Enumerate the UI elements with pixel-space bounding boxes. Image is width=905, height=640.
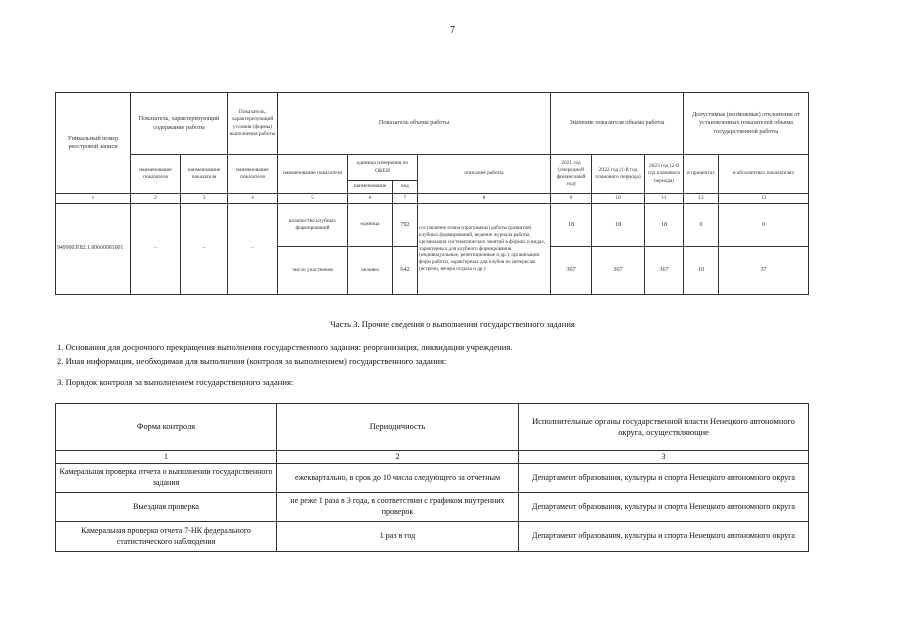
- control-executive: Департамент образования, культуры и спорта Ненецкого автономного округа: [519, 522, 809, 552]
- col-number: 13: [719, 194, 809, 204]
- dash-cell: –: [228, 204, 278, 295]
- work-description: составление плана (программы) работы (развития) клубных формирований, ведение журнала работы, организация систематических занятий в формах и видах, характерных для клубного формирования (индивидуальные, репетиционные и др.); организация форм работы, характерных для клубов по интересам (встречи, вечера отдыха и др.): [418, 204, 551, 295]
- header-values: Значение показателя объема работы: [551, 93, 684, 155]
- header-percent: в процентах: [684, 155, 719, 194]
- unit-code: 792: [393, 204, 418, 247]
- header-name-2: наименование показателя: [181, 155, 228, 194]
- deviation-absolute: 0: [719, 204, 809, 247]
- col-number: 2: [277, 451, 519, 464]
- header-unit-name: наименование: [348, 181, 393, 194]
- page-number: 7: [450, 25, 455, 36]
- header-volume: Показатель объема работы: [278, 93, 551, 155]
- col-number: 10: [592, 194, 645, 204]
- header-volume-name: наименование показателя: [278, 155, 348, 194]
- col-number: 1: [56, 194, 131, 204]
- control-executive: Департамент образования, культуры и спорта Ненецкого автономного округа: [519, 464, 809, 493]
- item-2: 2. Иная информация, необходимая для выполнения (контроля за выполнением) государственного задания:: [57, 356, 447, 366]
- col-number: 2: [131, 194, 181, 204]
- header-unit-code: код: [393, 181, 418, 194]
- header-deviations: Допустимые (возможные) отклонения от установленных показателей объема государственной работы: [684, 93, 809, 155]
- col-number: 5: [278, 194, 348, 204]
- item-1: 1. Основания для досрочного прекращения выполнения государственного задания: реорганизация, ликвидация учреждения.: [57, 342, 513, 352]
- col-number: 3: [519, 451, 809, 464]
- col-number: 4: [228, 194, 278, 204]
- value-2023: 18: [645, 204, 684, 247]
- control-form: Камеральная проверка отчета 7-НК федерального статистического наблюдения: [56, 522, 277, 552]
- col-number: 7: [393, 194, 418, 204]
- header-year-2022: 2022 год (1-й год планового периода): [592, 155, 645, 194]
- header-absolute: в абсолютных показателях: [719, 155, 809, 194]
- header-content: Показатель, характеризующий содержание работы: [131, 93, 228, 155]
- header-name-1: наименование показателя: [131, 155, 181, 194]
- header-conditions: Показатель, характеризующий условия (формы) выполнения работы: [228, 93, 278, 155]
- deviation-percent: 10: [684, 247, 719, 295]
- unit-code: 642: [393, 247, 418, 295]
- header-unit: единица измерения по ОКЕИ: [348, 155, 418, 181]
- header-periodicity: Периодичность: [277, 404, 519, 451]
- header-control-form: Форма контроля: [56, 404, 277, 451]
- header-executive-bodies: Исполнительные органы государственной власти Ненецкого автономного округа, осуществляющие: [519, 404, 809, 451]
- col-number: 3: [181, 194, 228, 204]
- col-number: 1: [56, 451, 277, 464]
- dash-cell: –: [131, 204, 181, 295]
- header-description: описание работы: [418, 155, 551, 194]
- header-year-2021: 2021 год (очередной финансовый год): [551, 155, 592, 194]
- deviation-percent: 0: [684, 204, 719, 247]
- volume-indicator-name: число участников: [278, 247, 348, 295]
- control-executive: Департамент образования, культуры и спорта Ненецкого автономного округа: [519, 493, 809, 522]
- registry-number: 949900.Р.82.1.00660001001: [56, 204, 131, 295]
- volume-indicator-name: количество клубных формирований: [278, 204, 348, 247]
- control-form: Выездная проверка: [56, 493, 277, 522]
- work-volume-table: [55, 92, 809, 295]
- col-number: 11: [645, 194, 684, 204]
- header-unique-number: Уникальный номер реестровой записи: [56, 93, 131, 194]
- control-periodicity: не реже 1 раза в 3 года, в соответствии с графиком внутренних проверок: [277, 493, 519, 522]
- header-name-3: наименование показателя: [228, 155, 278, 194]
- unit-name: единица: [348, 204, 393, 247]
- unit-name: человек: [348, 247, 393, 295]
- value-2022: 367: [592, 247, 645, 295]
- value-2022: 18: [592, 204, 645, 247]
- control-table: [55, 403, 809, 552]
- col-number: 12: [684, 194, 719, 204]
- value-2023: 367: [645, 247, 684, 295]
- item-3: 3. Порядок контроля за выполнением государственного задания:: [57, 377, 294, 387]
- col-number: 8: [418, 194, 551, 204]
- col-number: 9: [551, 194, 592, 204]
- control-form: Камеральная проверка отчета о выполнении государственного задания: [56, 464, 277, 493]
- control-periodicity: 1 раз в год: [277, 522, 519, 552]
- control-periodicity: ежеквартально, в срок до 10 числа следующего за отчетным: [277, 464, 519, 493]
- header-year-2023: 2023 год (2-й год планового периода): [645, 155, 684, 194]
- part3-title: Часть 3. Прочие сведения о выполнении государственного задания: [330, 319, 575, 329]
- value-2021: 18: [551, 204, 592, 247]
- value-2021: 367: [551, 247, 592, 295]
- deviation-absolute: 37: [719, 247, 809, 295]
- dash-cell: –: [181, 204, 228, 295]
- col-number: 6: [348, 194, 393, 204]
